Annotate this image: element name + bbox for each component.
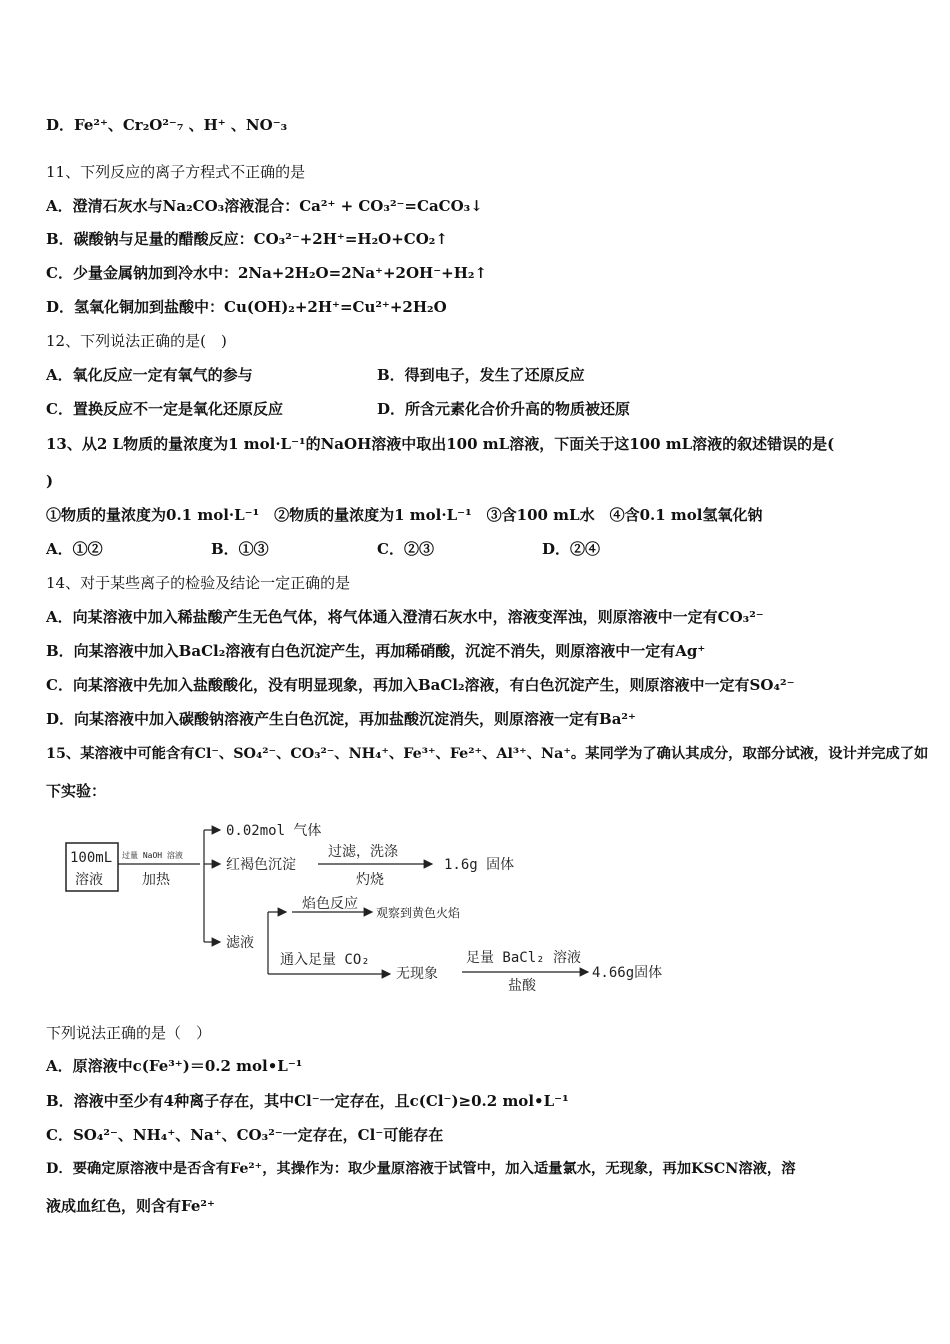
hcl-label: 盐酸 (508, 978, 536, 992)
q15-stem-cont: 下实验： (46, 782, 107, 800)
co2-step-label: 通入足量 CO₂ (280, 952, 370, 968)
reagent-heat-label: 加热 (142, 872, 170, 888)
ignite-label: 灼烧 (356, 872, 384, 888)
q12-option-d: D．所含元素化合价升高的物质被还原 (377, 400, 631, 418)
q14-option-b: B．向某溶液中加入BaCl₂溶液有白色沉淀产生，再加稀硝酸，沉淀不消失，则原溶液中一定有Ag⁺ (46, 642, 706, 660)
q11-stem: 11、下列反应的离子方程式不正确的是 (46, 163, 306, 181)
filtrate-label: 滤液 (226, 935, 254, 951)
solid-1-label: 1.6g 固体 (444, 857, 515, 873)
flame-result-label: 观察到黄色火焰 (376, 906, 461, 920)
start-volume-label: 100mL (70, 850, 113, 866)
bacl2-reagent-label: 足量 BaCl₂ 溶液 (466, 950, 582, 966)
solid-2-label: 4.66g固体 (592, 965, 663, 981)
q14-stem: 14、对于某些离子的检验及结论一定正确的是 (46, 574, 351, 592)
q15-stem: 15、某溶液中可能含有Cl⁻、SO₄²⁻、CO₃²⁻、NH₄⁺、Fe³⁺、Fe²⁺、Al³⁺、Na⁺。某同学为了确认其成分，取部分试液，设计并完成了如 (46, 746, 929, 762)
q13-statements: ①物质的量浓度为0.1 mol·L⁻¹ ②物质的量浓度为1 mol·L⁻¹ ③含100 mL水 ④含0.1 mol氢氧化钠 (46, 506, 763, 524)
q12-option-a: A．氧化反应一定有氧气的参与 (46, 366, 253, 384)
q13-stem: 13、从2 L物质的量浓度为1 mol·L⁻¹的NaOH溶液中取出100 mL溶液，下面关于这100 mL溶液的叙述错误的是( (46, 435, 835, 453)
q15-option-b: B．溶液中至少有4种离子存在，其中Cl⁻一定存在，且c(Cl⁻)≥0.2 mol•L⁻¹ (46, 1092, 569, 1110)
q15-option-d-cont: 液成血红色，则含有Fe²⁺ (46, 1197, 215, 1215)
q12-stem: 12、下列说法正确的是( ) (46, 332, 227, 350)
experiment-flow-diagram (60, 812, 700, 992)
q11-option-c: C．少量金属钠加到冷水中：2Na+2H₂O=2Na⁺+2OH⁻+H₂↑ (46, 264, 488, 282)
q15-question: 下列说法正确的是（ ） (46, 1024, 212, 1042)
q14-option-c: C．向某溶液中先加入盐酸酸化，没有明显现象，再加入BaCl₂溶液，有白色沉淀产生，则原溶液中一定有SO₄²⁻ (46, 676, 795, 694)
q13-option-d: D．②④ (542, 540, 601, 558)
filter-wash-label: 过滤，洗涤 (328, 844, 398, 860)
q15-option-d: D．要确定原溶液中是否含有Fe²⁺，其操作为：取少量原溶液于试管中，加入适量氯水，无现象，再加KSCN溶液，溶 (46, 1161, 796, 1177)
q11-option-b: B．碳酸钠与足量的醋酸反应：CO₃²⁻+2H⁺=H₂O+CO₂↑ (46, 230, 448, 248)
q13-stem-cont: ) (46, 472, 54, 490)
q13-option-a: A．①② (46, 540, 103, 558)
q12-option-b: B．得到电子，发生了还原反应 (377, 366, 585, 384)
q13-option-c: C．②③ (377, 540, 434, 558)
start-solution-label: 溶液 (75, 872, 103, 888)
q13-option-b: B．①③ (211, 540, 269, 558)
q14-option-a: A．向某溶液中加入稀盐酸产生无色气体，将气体通入澄清石灰水中，溶液变浑浊，则原溶液中一定有CO₃²⁻ (46, 608, 764, 626)
q11-option-a: A．澄清石灰水与Na₂CO₃溶液混合：Ca²⁺ + CO₃²⁻=CaCO₃↓ (46, 197, 483, 215)
q14-option-d: D．向某溶液中加入碳酸钠溶液产生白色沉淀，再加盐酸沉淀消失，则原溶液一定有Ba²⁺ (46, 710, 636, 728)
gas-result-label: 0.02mol 气体 (226, 823, 322, 839)
q11-option-d: D．氢氧化铜加到盐酸中：Cu(OH)₂+2H⁺=Cu²⁺+2H₂O (46, 298, 447, 316)
q10-option-d: D．Fe²⁺、Cr₂O²⁻₇ 、H⁺ 、NO⁻₃ (46, 116, 288, 134)
no-change-label: 无现象 (396, 966, 438, 982)
precipitate-label: 红褐色沉淀 (226, 857, 296, 873)
q15-option-a: A．原溶液中c(Fe³⁺)＝0.2 mol•L⁻¹ (46, 1057, 303, 1075)
q12-option-c: C．置换反应不一定是氧化还原反应 (46, 400, 283, 418)
q15-option-c: C．SO₄²⁻、NH₄⁺、Na⁺、CO₃²⁻一定存在，Cl⁻可能存在 (46, 1126, 444, 1144)
flame-test-label: 焰色反应 (302, 896, 358, 912)
reagent-naoh-label: 过量 NaOH 溶液 (122, 851, 183, 860)
